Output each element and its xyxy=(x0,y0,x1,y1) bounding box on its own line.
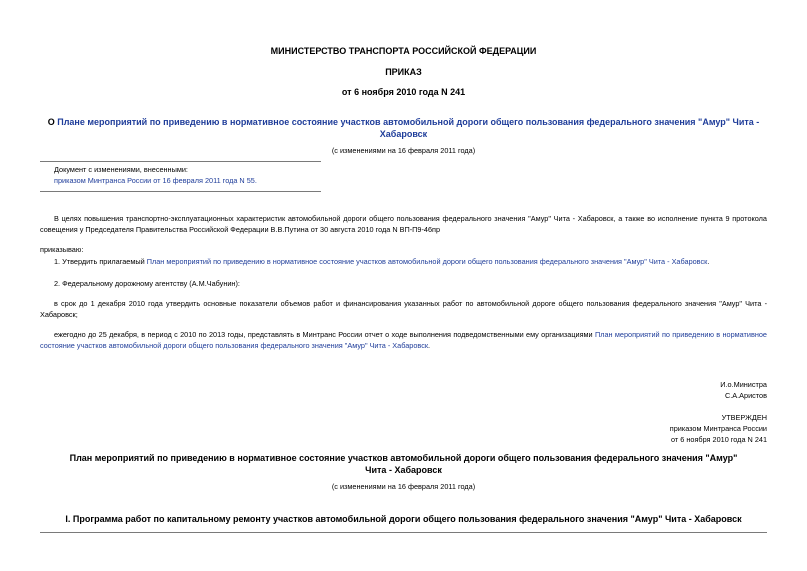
changes-box-link-line xyxy=(54,175,654,186)
section-1-heading: I. Программа работ по капитальному ремонту участков автомобильной дороги общего пользования федерального значения "Амур" Чита - Хабаровск xyxy=(65,514,742,524)
plan-link-item1[interactable]: План мероприятий по приведению в нормативное состояние участков автомобильной дороги общего пользования федерального значения "Амур" Чита - Хабаровск xyxy=(146,257,708,266)
signature-name: С.А.Аристов xyxy=(724,391,767,400)
order-title-prefix: О xyxy=(47,117,58,127)
changes-box-bottom-rule xyxy=(40,191,321,192)
plan-title: План мероприятий по приведению в нормативное состояние участков автомобильной дороги общего пользования федерального значения "Амур" Чита - Хабаровск xyxy=(69,453,738,475)
revision-note: (с изменениями на 16 февраля 2011 года) xyxy=(331,146,476,155)
changes-box-line1: Документ с изменениями, внесенными: xyxy=(54,165,188,174)
item-1-suffix: . xyxy=(707,257,710,266)
item-2b xyxy=(40,329,767,351)
order-title xyxy=(40,116,767,140)
amendment-link[interactable]: приказом Минтранса России от 16 февраля 2011 года N 55. xyxy=(54,176,257,185)
section-divider xyxy=(40,532,767,533)
signature-position: И.о.Министра xyxy=(720,380,767,389)
item-2: 2. Федеральному дорожному агентству (А.М.Чабунин): xyxy=(54,279,240,288)
approval-line3: от 6 ноября 2010 года N 241 xyxy=(671,435,767,444)
changes-box-top-rule xyxy=(40,161,321,162)
order-date-number: от 6 ноября 2010 года N 241 xyxy=(341,87,466,97)
plan-link-item2b[interactable]: План мероприятий по приведению в нормативное состояние участков автомобильной дороги общего пользования федерального значения "Амур" Чита - Хабаровск xyxy=(40,330,767,350)
item-2b-prefix: ежегодно до 25 декабря, в период с 2010 по 2013 годы, представлять в Минтранс России отчет о ходе выполнения подведомственными ему организациями xyxy=(54,330,595,339)
preamble-paragraph: В целях повышения транспортно-эксплуатационных характеристик автомобильной дороги общего пользования федерального значения "Амур" Чита - Хабаровск, а также во исполнение пункта 9 протокола совещения у Председателя Правительства Российской Федерации В.В.Путина от 30 августа 2010 года N ВП-П9-46пр xyxy=(40,214,767,234)
doc-type-heading: ПРИКАЗ xyxy=(385,67,422,77)
item-2a: в срок до 1 декабря 2010 года утвердить основные показатели объемов работ и финансирования указанных работ по автомобильной дороге общего пользования федерального значения "Амур" Чита - Хабаровск; xyxy=(40,299,767,319)
order-word: приказываю: xyxy=(40,245,84,254)
plan-revision-note: (с изменениями на 16 февраля 2011 года) xyxy=(331,482,476,491)
item-1 xyxy=(40,256,767,267)
approval-line1: УТВЕРЖДЕН xyxy=(721,413,767,422)
item-2b-suffix: . xyxy=(428,341,431,350)
item-1-prefix: 1. Утвердить прилагаемый xyxy=(54,257,147,266)
ministry-heading: МИНИСТЕРСТВО ТРАНСПОРТА РОССИЙСКОЙ ФЕДЕРАЦИИ xyxy=(270,46,537,56)
order-title-link[interactable]: Плане мероприятий по приведению в нормативное состояние участков автомобильной дороги общего пользования федерального значения "Амур" Чита - Хабаровск xyxy=(57,117,760,139)
approval-line2: приказом Минтранса России xyxy=(669,424,767,433)
